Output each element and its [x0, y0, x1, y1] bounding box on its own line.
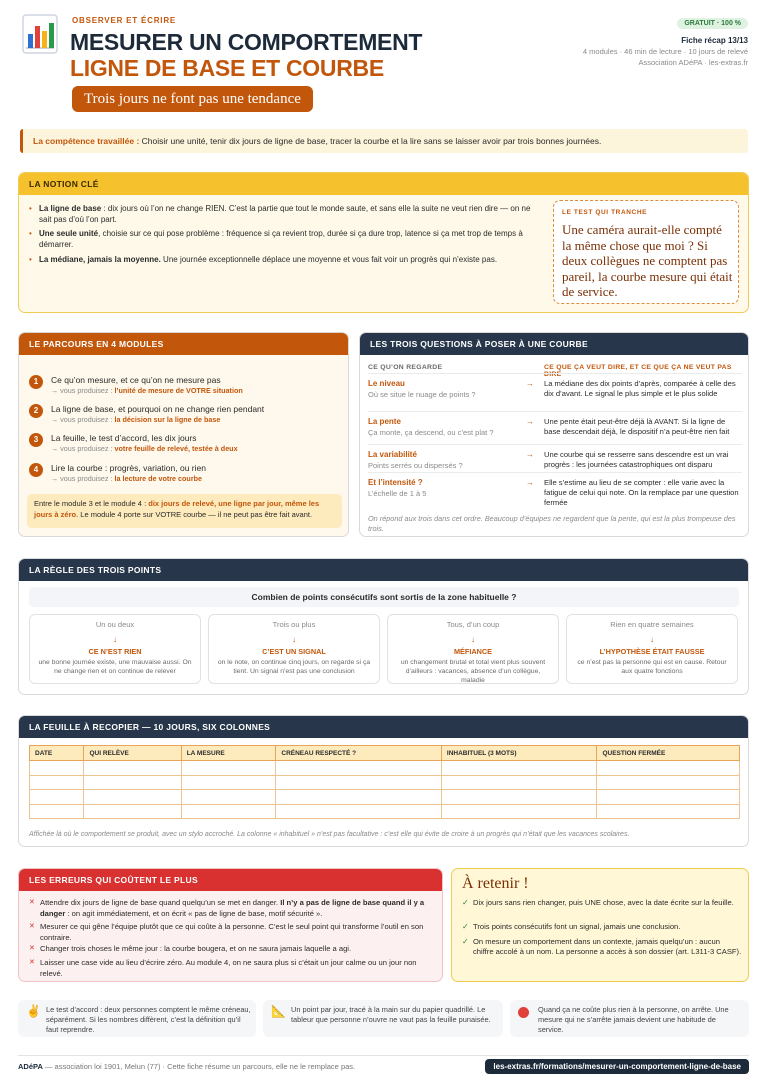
regle-panel: [18, 558, 749, 695]
table-row: [30, 804, 740, 819]
ruler-icon: 📐: [271, 1004, 286, 1018]
rule-card: Un ou deux ↓ CE N’EST RIEN une bonne journée existe, une mauvaise aussi. On ne change rien et on continue de relever: [29, 614, 201, 684]
feuille-panel: [18, 715, 749, 847]
parcours-note: Entre le module 3 et le module 4 : dix jours de relevé, une ligne par jour, même les jours à zéro. Le module 4 porte sur VOTRE courbe — il ne peut pas être fait avant.: [27, 494, 342, 528]
parcours-panel: LE PARCOURS EN 4 MODULES 1 Ce qu’on mesure, et ce qu’on ne mesure pas → vous produisez : l’unité de mesure de VOTRE situation 2 La ligne de base, et pourquoi on ne change rien pendant → vous produisez : la décision sur la ligne de base 3 La feuille, le test d’accord, les dix jours → vous produisez : votre feuille de relevé, testée à deux 4 Lire la courbe : progrès, variation, ou rien → vous produisez : la lecture de votre courbe Entre le module 3 et le module 4 : dix jours de relevé, une ligne par jour, même les jours à zéro. Le module 4 porte sur VOTRE courbe — il ne peut pas être fait avant.: [18, 332, 349, 537]
regle-question: Combien de points consécutifs sont sortis de la zone habituelle ?: [29, 587, 739, 607]
record-sheet-table: [29, 745, 740, 819]
regle-title: LA RÈGLE DES TROIS POINTS: [19, 559, 748, 581]
retenir-item: ✓ Dix jours sans rien changer, puis UNE chose, avec la date écrite sur la feuille.: [462, 898, 742, 908]
footer-text: ADéPA — association loi 1901, Melun (77) · Cette fiche résume un parcours, elle ne le remplace pas.: [18, 1062, 356, 1071]
footer-url-link[interactable]: les-extras.fr/formations/mesurer-un-comportement-ligne-de-base: [485, 1059, 749, 1074]
tip-card: [263, 1000, 503, 1037]
feuille-note: Affichée là où le comportement se produit, avec un stylo accroché. La colonne « inhabituel » n’est pas facultative : c’est elle qui évite de croire à un progrès qui n’était que les vacances scolaires.: [29, 831, 630, 838]
retenir-item: ✓ On mesure un comportement dans un contexte, jamais quelqu’un : aucun chiffre accolé à un nom. La personne a accès à son dossier (art. L311-3 CASF).: [462, 937, 742, 957]
error-item: ✕ Laisser une case vide au lieu d’écrire zéro. Au module 4, on ne saura plus si c’était un jour calme ou un jour non relevé.: [29, 958, 434, 979]
questions-col2: CE QUE ÇA VEUT DIRE, ET CE QUE ÇA NE VEUT PAS DIRE: [544, 364, 732, 378]
erreurs-panel: [18, 868, 443, 982]
tip-card: [18, 1000, 256, 1037]
retenir-item: ✓ Trois points consécutifs font un signal, jamais une conclusion.: [462, 922, 742, 932]
table-row: [30, 775, 740, 790]
error-item: ✕ Attendre dix jours de ligne de base quand quelqu’un se met en danger. Il n’y a pas de ligne de base quand il y a danger : on agit immédiatement, et on écrit « pas de ligne de base, motif sécurité ».: [29, 898, 434, 919]
hand-icon: ✌: [26, 1004, 41, 1018]
sheet-org: Association ADéPA · les-extras.fr: [638, 58, 748, 67]
tip-text: Le test d’accord : deux personnes comptent le même créneau, séparément. Si les nombres diffèrent, c’est la définition qu’il faut reprendre.: [46, 1005, 251, 1034]
questions-title: LES TROIS QUESTIONS À POSER À UNE COURBE: [360, 333, 748, 355]
notion-item: • Une seule unité, choisie sur ce qui pose problème : fréquence si ça revient trop, durée si ça dure trop, latence si ça met trop de temps à démarrer.: [29, 228, 544, 250]
questions-panel: [359, 332, 749, 537]
test-text: Une caméra aurait-elle compté la même chose que moi ? Si deux collègues ne comptent pas pareil, la courbe mesure qui était de service.: [562, 222, 733, 299]
column-header: QUESTION FERMÉE: [597, 746, 740, 761]
notion-item: • La ligne de base : dix jours où l’on ne change RIEN. C’est la partie que tout le monde saute, et sans elle la suite ne veut rien dire — on ne sait pas d’où l’on part.: [29, 203, 544, 225]
column-header: DATE: [30, 746, 84, 761]
test-callout: [553, 200, 739, 304]
page-subtitle: LIGNE DE BASE ET COURBE: [70, 55, 384, 81]
rule-card: Tous, d’un coup ↓ MÉFIANCE un changement brutal et total vient plus souvent d’ailleurs : vacances, absence d’un collègue, maladie: [387, 614, 559, 684]
sheet-number: Fiche récap 13/13: [681, 36, 748, 45]
questions-col1: CE QU’ON REGARDE: [368, 364, 443, 371]
competence-bar: [20, 129, 748, 153]
question-row: Le niveau Où se situe le nuage de points ? → La médiane des dix points d’après, comparée à celle des dix d’avant. Le signal le plus simple et le plus solide: [368, 373, 742, 411]
column-header: CRÉNEAU RESPECTÉ ?: [276, 746, 442, 761]
column-header: INHABITUEL (3 MOTS): [441, 746, 597, 761]
column-header: LA MESURE: [181, 746, 276, 761]
sheet-stats: 4 modules · 46 min de lecture · 10 jours de relevé: [582, 47, 748, 56]
question-row: La variabilité Points serrés ou dispersés ? → Une courbe qui se resserre sans descendre est un vrai progrès : les journées catastrophiques ont disparu: [368, 444, 742, 472]
rule-card: Rien en quatre semaines ↓ L’HYPOTHÈSE ÉTAIT FAUSSE ce n’est pas la personne qui est en cause. Retour aux quatre fonctions: [566, 614, 738, 684]
footer-divider: [18, 1055, 749, 1056]
table-row: [30, 790, 740, 805]
error-item: ✕ Mesurer ce qui gêne l’équipe plutôt que ce qui coûte à la personne. C’est le seul point qui transforme l’outil en son contraire.: [29, 922, 434, 943]
red-dot-icon: [518, 1007, 529, 1018]
table-row: [30, 761, 740, 776]
page-title: MESURER UN COMPORTEMENT: [70, 29, 423, 55]
competence-text: Choisir une unité, tenir dix jours de ligne de base, tracer la courbe et la lire sans se laisser avoir par trois bonnes journées.: [139, 136, 602, 146]
notion-title: LA NOTION CLÉ: [19, 173, 748, 195]
test-label: LE TEST QUI TRANCHE: [562, 209, 648, 216]
question-row: Et l’intensité ? L’échelle de 1 à 5 → Elle s’estime au lieu de se compter : elle varie avec la fatigue de celui qui note. On la remplace par une question fermée: [368, 472, 742, 510]
retenir-box: [451, 868, 749, 982]
tip-text: Quand ça ne coûte plus rien à la personne, on arrête. Une mesure qui ne s’arrête jamais devient une habitude de service.: [538, 1005, 729, 1034]
parcours-title: LE PARCOURS EN 4 MODULES: [19, 333, 348, 355]
bar-chart-icon: [22, 14, 58, 54]
free-badge: GRATUIT · 100 %: [677, 18, 748, 29]
column-header: QUI RELÈVE: [84, 746, 181, 761]
tagline-pill: Trois jours ne font pas une tendance: [72, 86, 313, 112]
kicker: OBSERVER ET ÉCRIRE: [72, 16, 177, 25]
retenir-title: À retenir !: [462, 875, 529, 892]
rule-card: Trois ou plus ↓ C’EST UN SIGNAL on le note, on continue cinq jours, on regarde si ça tient. Un signal n’est pas une conclusion: [208, 614, 380, 684]
notion-item: • La médiane, jamais la moyenne. Une journée exceptionnelle déplace une moyenne et vous fait voir un progrès qui n’existe pas.: [29, 254, 544, 265]
feuille-title: LA FEUILLE À RECOPIER — 10 JOURS, SIX COLONNES: [19, 716, 748, 738]
questions-footer: On répond aux trois dans cet ordre. Beaucoup d’équipes ne regardent que la pente, qui est la plus trompeuse des trois.: [368, 514, 736, 533]
tip-card: [510, 1000, 749, 1037]
tip-text: Un point par jour, tracé à la main sur du papier quadrillé. Le tableur que personne n’ouvre ne vaut pas la feuille punaisée.: [291, 1005, 491, 1024]
question-row: La pente Ça monte, ça descend, ou c’est plat ? → Une pente était peut-être déjà là AVANT. Si la ligne de base descendait déjà, le dispositif n’a peut-être rien fait: [368, 411, 742, 449]
error-item: ✕ Changer trois choses le même jour : la courbe bougera, et on ne saura jamais laquelle a agi.: [29, 944, 434, 955]
erreurs-title: LES ERREURS QUI COÛTENT LE PLUS: [19, 869, 442, 891]
competence-label: La compétence travaillée :: [33, 136, 140, 146]
